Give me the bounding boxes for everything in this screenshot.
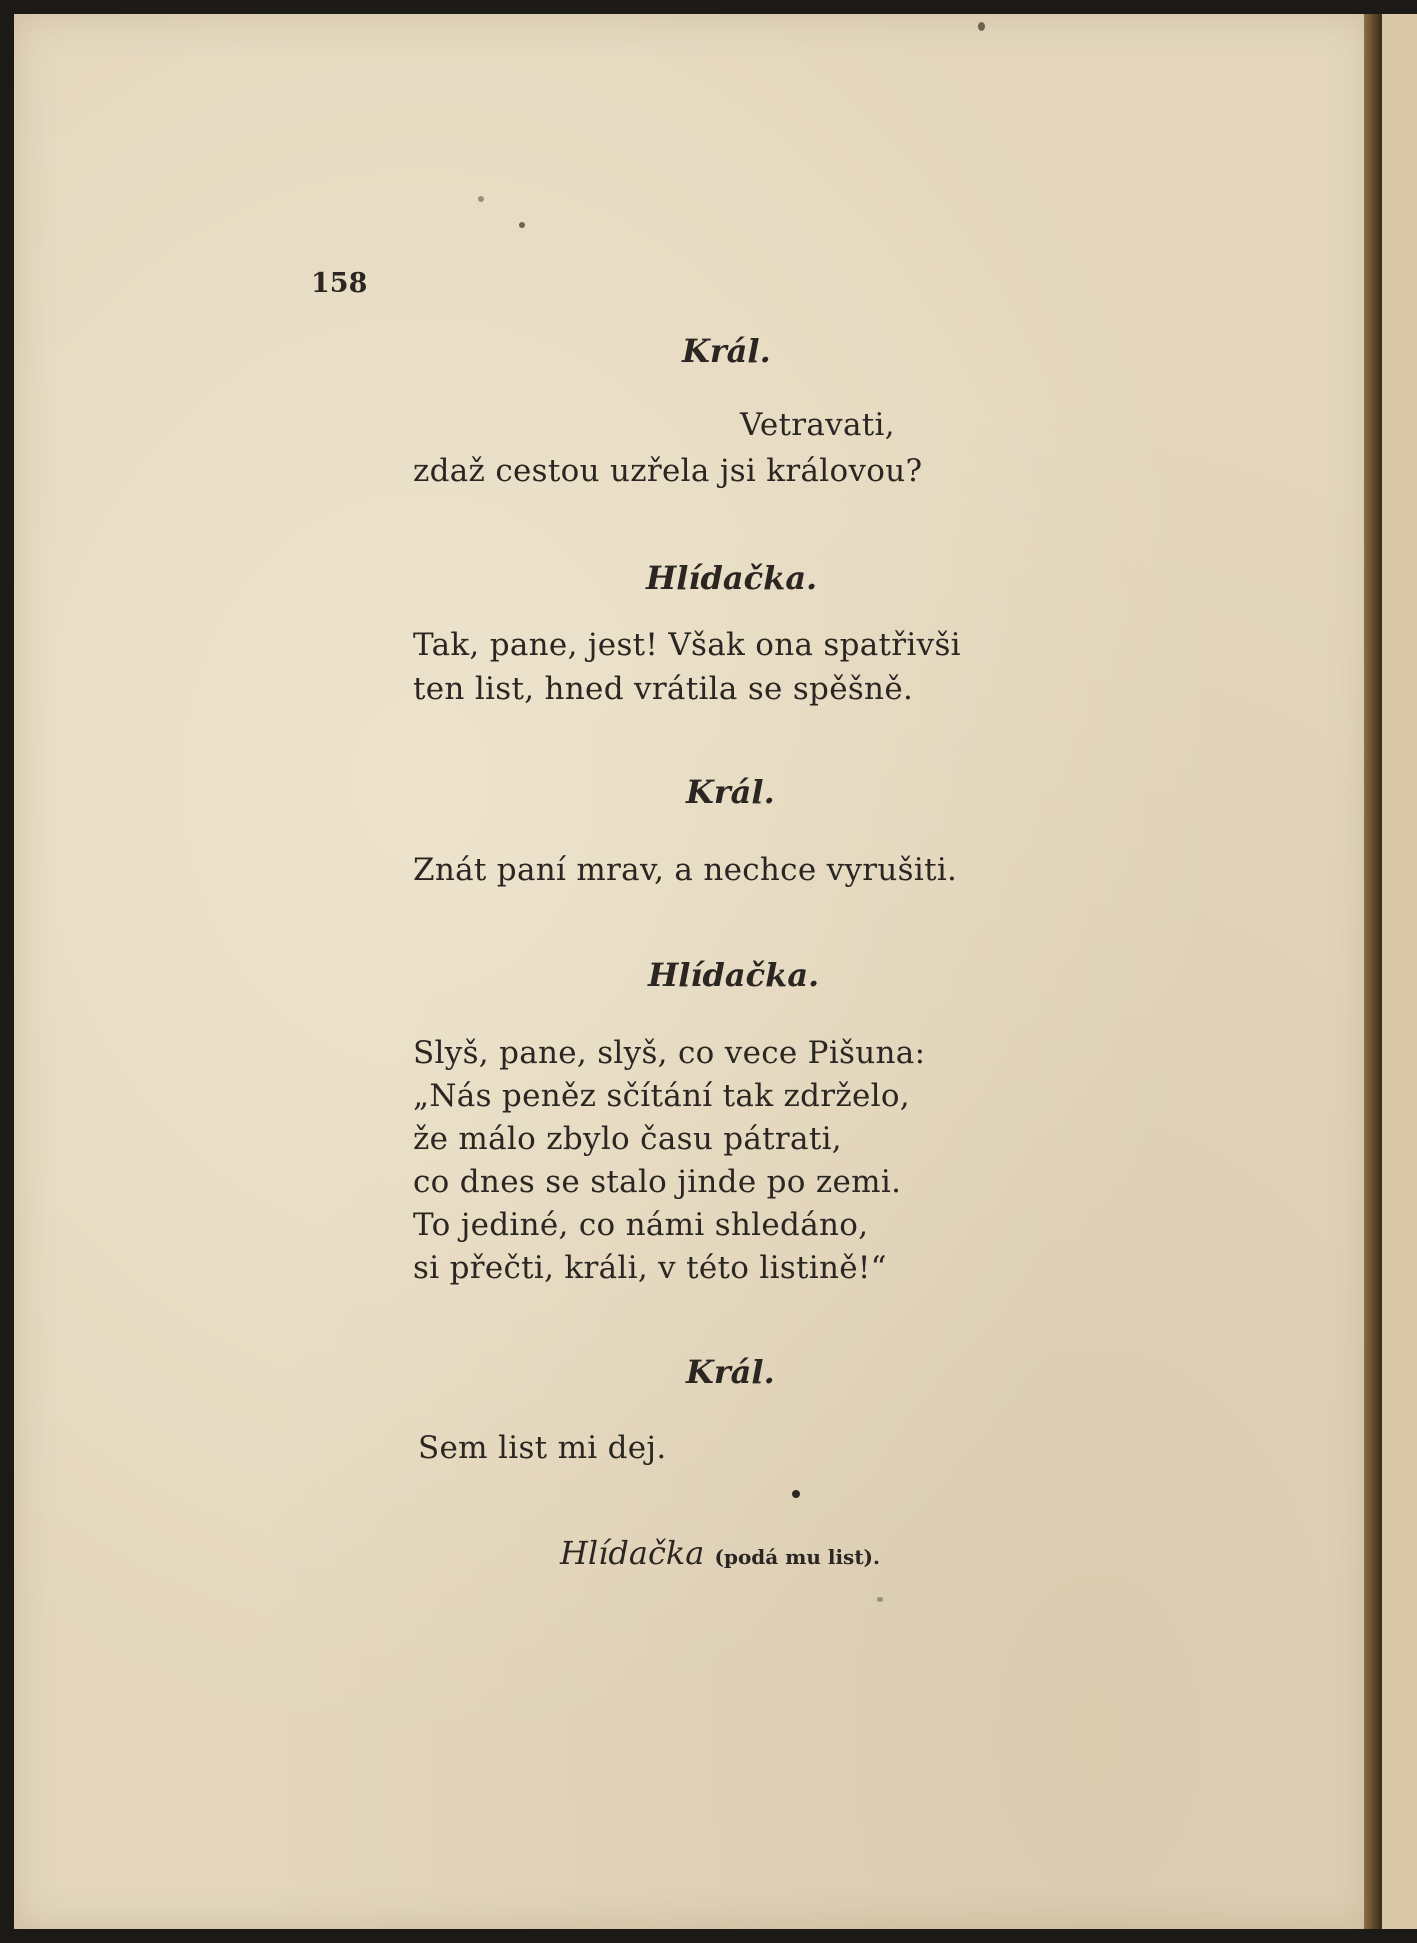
verse-line: To jediné, co námi shledáno, bbox=[413, 1207, 869, 1243]
verse-line: co dnes se stalo jinde po zemi. bbox=[413, 1164, 902, 1200]
speaker-heading: Král. bbox=[682, 332, 771, 370]
speaker-heading: Král. bbox=[686, 1353, 775, 1391]
verse-line: ten list, hned vrátila se spěšně. bbox=[413, 671, 914, 707]
stage-direction bbox=[560, 1532, 880, 1579]
speaker-heading: Hlídačka. bbox=[648, 956, 820, 994]
speaker-heading: Hlídačka. bbox=[646, 559, 818, 597]
print-speck bbox=[877, 1597, 883, 1602]
verse-line: Znát paní mrav, a nechce vyrušiti. bbox=[413, 852, 958, 888]
book-gutter bbox=[1364, 14, 1382, 1929]
verse-line: Tak, pane, jest! Však ona spatřivši bbox=[413, 627, 961, 663]
verse-line: Slyš, pane, slyš, co vece Pišuna: bbox=[413, 1035, 926, 1071]
facing-page-edge bbox=[1382, 14, 1417, 1929]
print-speck bbox=[978, 22, 985, 31]
print-speck bbox=[478, 196, 484, 202]
verse-line: zdaž cestou uzřela jsi královou? bbox=[413, 453, 923, 489]
speaker-heading: Král. bbox=[686, 773, 775, 811]
stage-speaker: Hlídačka bbox=[560, 1534, 705, 1572]
verse-line: si přečti, králi, v této listině!“ bbox=[413, 1250, 887, 1286]
print-speck bbox=[792, 1490, 800, 1498]
print-speck bbox=[519, 222, 525, 228]
verse-line: „Nás peněz sčítání tak zdrželo, bbox=[413, 1078, 910, 1114]
verse-line: Vetravati, bbox=[740, 407, 895, 443]
stage-note: (podá mu list). bbox=[714, 1545, 880, 1569]
page-number: 158 bbox=[311, 268, 368, 299]
verse-line: Sem list mi dej. bbox=[418, 1430, 667, 1466]
verse-line: že málo zbylo času pátrati, bbox=[413, 1121, 842, 1157]
